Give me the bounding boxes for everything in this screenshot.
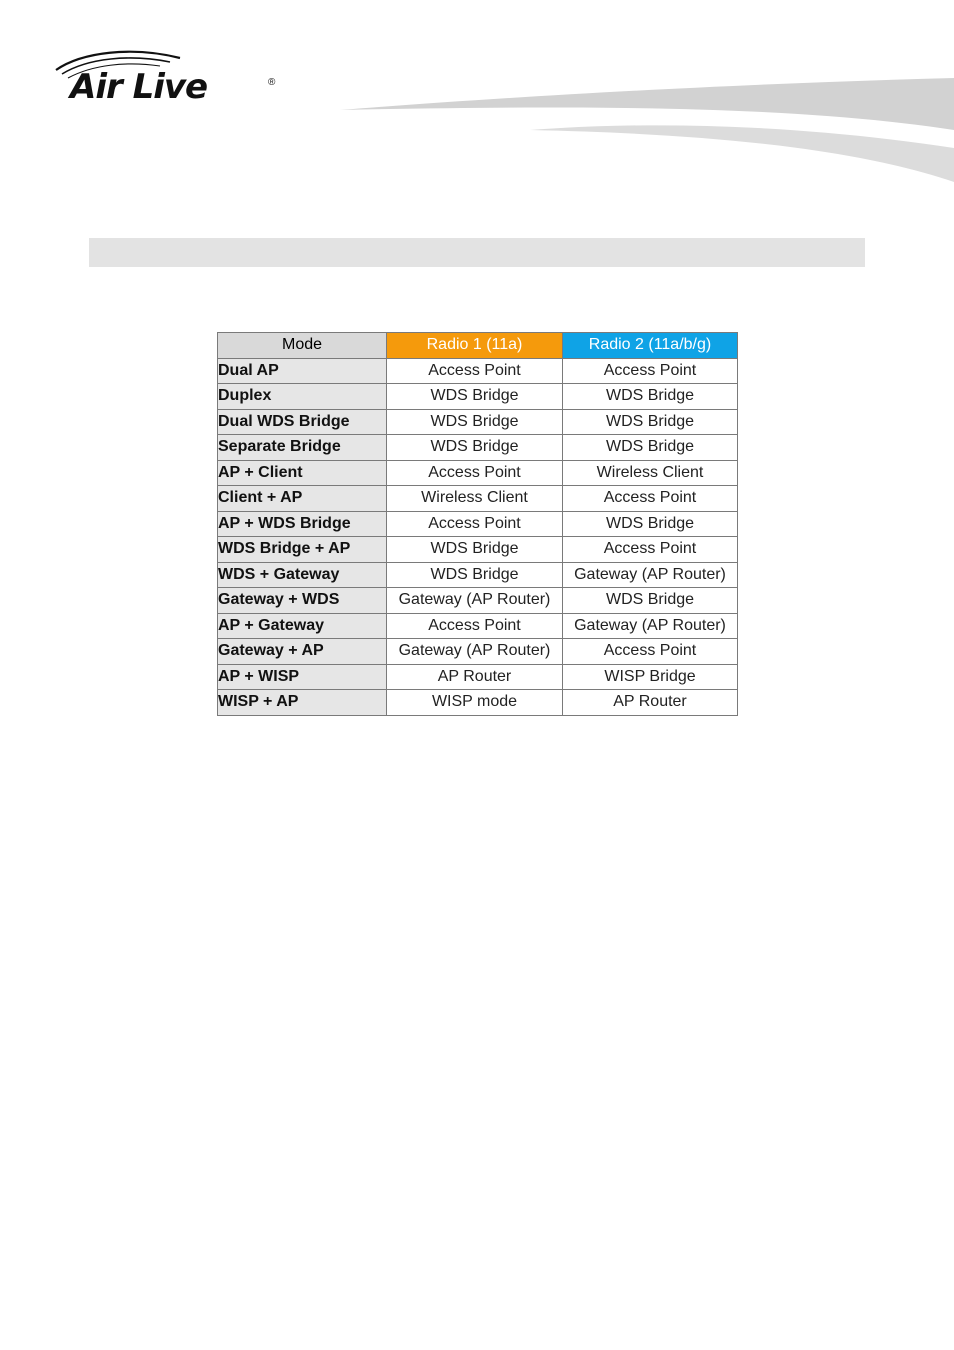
mode-cell: AP + Client bbox=[218, 460, 387, 486]
mode-cell: WISP + AP bbox=[218, 690, 387, 716]
table-row bbox=[218, 664, 738, 690]
radio1-cell: Gateway (AP Router) bbox=[387, 588, 563, 614]
airlive-logo bbox=[52, 48, 284, 118]
radio1-cell: Gateway (AP Router) bbox=[387, 639, 563, 665]
radio1-cell: WDS Bridge bbox=[387, 537, 563, 563]
radio2-cell: WDS Bridge bbox=[563, 435, 738, 461]
header-swoosh-decoration bbox=[340, 70, 954, 190]
mode-cell: WDS Bridge + AP bbox=[218, 537, 387, 563]
table-row bbox=[218, 537, 738, 563]
header-radio2: Radio 2 (11a/b/g) bbox=[563, 333, 738, 359]
radio1-cell: Access Point bbox=[387, 358, 563, 384]
radio1-cell: Access Point bbox=[387, 460, 563, 486]
table-row bbox=[218, 435, 738, 461]
mode-cell: AP + WDS Bridge bbox=[218, 511, 387, 537]
table-row bbox=[218, 384, 738, 410]
table-header-row bbox=[218, 333, 738, 359]
table-row bbox=[218, 562, 738, 588]
table-row bbox=[218, 690, 738, 716]
radio1-cell: WDS Bridge bbox=[387, 409, 563, 435]
radio2-cell: AP Router bbox=[563, 690, 738, 716]
radio1-cell: Access Point bbox=[387, 511, 563, 537]
radio2-cell: WDS Bridge bbox=[563, 409, 738, 435]
header-radio1: Radio 1 (11a) bbox=[387, 333, 563, 359]
mode-cell: AP + Gateway bbox=[218, 613, 387, 639]
radio1-cell: AP Router bbox=[387, 664, 563, 690]
logo-text: Air Live bbox=[70, 67, 208, 107]
table-row bbox=[218, 511, 738, 537]
radio2-cell: Access Point bbox=[563, 358, 738, 384]
radio2-cell: Wireless Client bbox=[563, 460, 738, 486]
radio2-cell: Access Point bbox=[563, 639, 738, 665]
mode-cell: Client + AP bbox=[218, 486, 387, 512]
mode-cell: Separate Bridge bbox=[218, 435, 387, 461]
table-row bbox=[218, 358, 738, 384]
radio1-cell: WISP mode bbox=[387, 690, 563, 716]
radio1-cell: Access Point bbox=[387, 613, 563, 639]
table-row bbox=[218, 639, 738, 665]
section-heading-bar bbox=[89, 238, 865, 267]
radio1-cell: WDS Bridge bbox=[387, 384, 563, 410]
table-row bbox=[218, 613, 738, 639]
mode-cell: Duplex bbox=[218, 384, 387, 410]
radio2-cell: WDS Bridge bbox=[563, 588, 738, 614]
radio1-cell: WDS Bridge bbox=[387, 562, 563, 588]
table-row bbox=[218, 409, 738, 435]
radio2-cell: Gateway (AP Router) bbox=[563, 613, 738, 639]
radio2-cell: Access Point bbox=[563, 537, 738, 563]
radio2-cell: WISP Bridge bbox=[563, 664, 738, 690]
table-row bbox=[218, 486, 738, 512]
radio2-cell: WDS Bridge bbox=[563, 384, 738, 410]
radio2-cell: WDS Bridge bbox=[563, 511, 738, 537]
mode-cell: Dual WDS Bridge bbox=[218, 409, 387, 435]
radio1-cell: WDS Bridge bbox=[387, 435, 563, 461]
radio2-cell: Gateway (AP Router) bbox=[563, 562, 738, 588]
table-row bbox=[218, 460, 738, 486]
radio1-cell: Wireless Client bbox=[387, 486, 563, 512]
mode-cell: Gateway + AP bbox=[218, 639, 387, 665]
radio2-cell: Access Point bbox=[563, 486, 738, 512]
mode-cell: WDS + Gateway bbox=[218, 562, 387, 588]
mode-cell: AP + WISP bbox=[218, 664, 387, 690]
mode-cell: Dual AP bbox=[218, 358, 387, 384]
header-mode: Mode bbox=[218, 333, 387, 359]
registered-mark: ® bbox=[268, 77, 276, 88]
table-row bbox=[218, 588, 738, 614]
operation-mode-table bbox=[217, 332, 738, 716]
mode-cell: Gateway + WDS bbox=[218, 588, 387, 614]
